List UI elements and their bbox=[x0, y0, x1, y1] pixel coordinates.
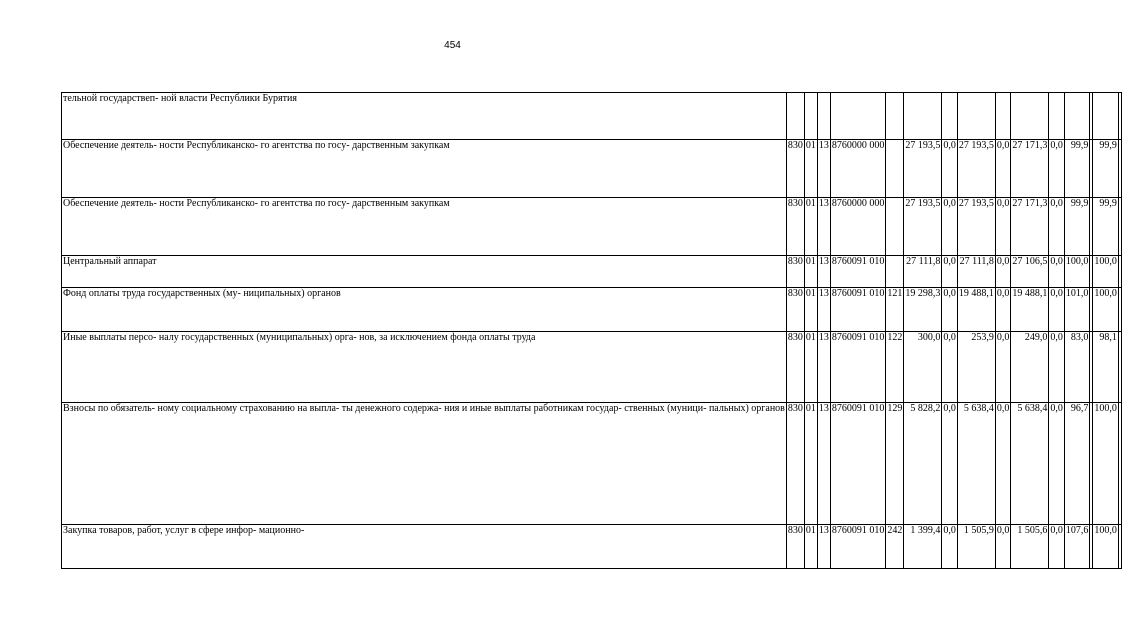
budget-table bbox=[61, 92, 1122, 569]
cell-amount-3: 27 193,5 bbox=[957, 140, 995, 198]
cell-target-article: 8760000 000 bbox=[830, 140, 886, 198]
cell-amount-5: 5 638,4 bbox=[1011, 403, 1049, 525]
cell-amount-2: 0,0 bbox=[942, 140, 958, 198]
cell-expense-type bbox=[886, 140, 904, 198]
cell-empty bbox=[1118, 332, 1121, 403]
cell-subsection: 13 bbox=[817, 332, 830, 403]
cell-admin-code: 830 bbox=[786, 403, 804, 525]
cell-amount-2: 0,0 bbox=[942, 403, 958, 525]
cell-percent-1 bbox=[1064, 93, 1090, 140]
cell-empty bbox=[1118, 525, 1121, 569]
cell-percent-3: 100,0 bbox=[1093, 288, 1119, 332]
cell-admin-code bbox=[786, 93, 804, 140]
cell-name: Взносы по обязатель- ному социальному страхованию на выпла- ты денежного содержа- ния и иные выплаты работникам государ- ственных (муници- пальных) органов bbox=[62, 403, 787, 525]
cell-amount-2 bbox=[942, 93, 958, 140]
cell-empty bbox=[1118, 198, 1121, 256]
cell-amount-6: 0,0 bbox=[1049, 198, 1065, 256]
cell-target-article: 8760000 000 bbox=[830, 198, 886, 256]
cell-name: тельной государствеп- ной власти Республики Бурятия bbox=[62, 93, 787, 140]
cell-section: 01 bbox=[804, 525, 817, 569]
cell-admin-code: 830 bbox=[786, 140, 804, 198]
cell-amount-2: 0,0 bbox=[942, 198, 958, 256]
cell-amount-4: 0,0 bbox=[995, 140, 1011, 198]
table-row bbox=[62, 288, 1122, 332]
table-row bbox=[62, 93, 1122, 140]
cell-subsection: 13 bbox=[817, 198, 830, 256]
cell-percent-3: 99,9 bbox=[1093, 140, 1119, 198]
cell-target-article: 8760091 010 bbox=[830, 403, 886, 525]
cell-amount-6: 0,0 bbox=[1049, 288, 1065, 332]
cell-amount-6: 0,0 bbox=[1049, 403, 1065, 525]
cell-empty bbox=[1118, 93, 1121, 140]
table-row bbox=[62, 403, 1122, 525]
cell-amount-1: 27 193,5 bbox=[904, 198, 942, 256]
cell-section: 01 bbox=[804, 288, 817, 332]
cell-amount-5: 1 505,6 bbox=[1011, 525, 1049, 569]
cell-percent-1: 83,0 bbox=[1064, 332, 1090, 403]
cell-amount-1: 27 193,5 bbox=[904, 140, 942, 198]
table-body bbox=[62, 93, 1122, 569]
cell-percent-3: 100,0 bbox=[1093, 525, 1119, 569]
cell-empty bbox=[1118, 288, 1121, 332]
cell-percent-1: 100,0 bbox=[1064, 256, 1090, 288]
cell-amount-5 bbox=[1011, 93, 1049, 140]
cell-expense-type: 121 bbox=[886, 288, 904, 332]
cell-amount-5: 27 171,3 bbox=[1011, 198, 1049, 256]
cell-amount-1: 5 828,2 bbox=[904, 403, 942, 525]
cell-amount-2: 0,0 bbox=[942, 288, 958, 332]
cell-amount-3: 253,9 bbox=[957, 332, 995, 403]
cell-admin-code: 830 bbox=[786, 332, 804, 403]
cell-expense-type bbox=[886, 93, 904, 140]
cell-subsection: 13 bbox=[817, 256, 830, 288]
cell-target-article: 8760091 010 bbox=[830, 256, 886, 288]
cell-amount-5: 27 106,5 bbox=[1011, 256, 1049, 288]
cell-expense-type bbox=[886, 256, 904, 288]
cell-section: 01 bbox=[804, 140, 817, 198]
cell-amount-3: 19 488,1 bbox=[957, 288, 995, 332]
cell-percent-3: 99,9 bbox=[1093, 198, 1119, 256]
cell-percent-3 bbox=[1093, 93, 1119, 140]
cell-name: Иные выплаты персо- налу государственных (муниципальных) орга- нов, за исключением фонда оплаты труда bbox=[62, 332, 787, 403]
table-row bbox=[62, 140, 1122, 198]
cell-empty bbox=[1118, 403, 1121, 525]
cell-target-article bbox=[830, 93, 886, 140]
cell-amount-2: 0,0 bbox=[942, 332, 958, 403]
cell-amount-2: 0,0 bbox=[942, 525, 958, 569]
cell-amount-6: 0,0 bbox=[1049, 332, 1065, 403]
cell-percent-3: 100,0 bbox=[1093, 403, 1119, 525]
cell-empty bbox=[1118, 256, 1121, 288]
cell-section: 01 bbox=[804, 403, 817, 525]
cell-expense-type: 242 bbox=[886, 525, 904, 569]
cell-percent-1: 96,7 bbox=[1064, 403, 1090, 525]
cell-amount-3: 27 193,5 bbox=[957, 198, 995, 256]
cell-section: 01 bbox=[804, 332, 817, 403]
cell-expense-type: 129 bbox=[886, 403, 904, 525]
cell-amount-1: 1 399,4 bbox=[904, 525, 942, 569]
cell-subsection: 13 bbox=[817, 288, 830, 332]
cell-amount-1: 19 298,3 bbox=[904, 288, 942, 332]
table-row bbox=[62, 198, 1122, 256]
cell-amount-2: 0,0 bbox=[942, 256, 958, 288]
cell-amount-5: 19 488,1 bbox=[1011, 288, 1049, 332]
cell-subsection: 13 bbox=[817, 525, 830, 569]
cell-percent-1: 101,0 bbox=[1064, 288, 1090, 332]
cell-amount-4: 0,0 bbox=[995, 403, 1011, 525]
cell-amount-4: 0,0 bbox=[995, 332, 1011, 403]
cell-percent-1: 99,9 bbox=[1064, 140, 1090, 198]
cell-amount-5: 249,0 bbox=[1011, 332, 1049, 403]
cell-percent-1: 107,6 bbox=[1064, 525, 1090, 569]
cell-amount-4: 0,0 bbox=[995, 256, 1011, 288]
cell-amount-1: 27 111,8 bbox=[904, 256, 942, 288]
cell-name: Фонд оплаты труда государственных (му- ниципальных) органов bbox=[62, 288, 787, 332]
cell-admin-code: 830 bbox=[786, 198, 804, 256]
table-row bbox=[62, 525, 1122, 569]
cell-amount-3 bbox=[957, 93, 995, 140]
cell-amount-4: 0,0 bbox=[995, 525, 1011, 569]
cell-amount-3: 1 505,9 bbox=[957, 525, 995, 569]
cell-amount-5: 27 171,3 bbox=[1011, 140, 1049, 198]
cell-name: Центральный аппарат bbox=[62, 256, 787, 288]
cell-admin-code: 830 bbox=[786, 525, 804, 569]
cell-empty bbox=[1118, 140, 1121, 198]
cell-amount-1 bbox=[904, 93, 942, 140]
cell-expense-type: 122 bbox=[886, 332, 904, 403]
cell-target-article: 8760091 010 bbox=[830, 332, 886, 403]
cell-amount-3: 5 638,4 bbox=[957, 403, 995, 525]
cell-amount-4: 0,0 bbox=[995, 198, 1011, 256]
cell-name: Закупка товаров, работ, услуг в сфере инфор- мационно- bbox=[62, 525, 787, 569]
cell-section bbox=[804, 93, 817, 140]
cell-subsection: 13 bbox=[817, 403, 830, 525]
page-number: 454 bbox=[444, 40, 461, 51]
cell-admin-code: 830 bbox=[786, 256, 804, 288]
cell-percent-3: 100,0 bbox=[1093, 256, 1119, 288]
cell-admin-code: 830 bbox=[786, 288, 804, 332]
cell-subsection: 13 bbox=[817, 140, 830, 198]
cell-percent-3: 98,1 bbox=[1093, 332, 1119, 403]
cell-amount-1: 300,0 bbox=[904, 332, 942, 403]
cell-expense-type bbox=[886, 198, 904, 256]
cell-name: Обеспечение деятель- ности Республиканско- го агентства по госу- дарственным закупкам bbox=[62, 140, 787, 198]
cell-section: 01 bbox=[804, 256, 817, 288]
cell-amount-6 bbox=[1049, 93, 1065, 140]
cell-amount-6: 0,0 bbox=[1049, 525, 1065, 569]
cell-amount-4: 0,0 bbox=[995, 288, 1011, 332]
cell-target-article: 8760091 010 bbox=[830, 288, 886, 332]
cell-target-article: 8760091 010 bbox=[830, 525, 886, 569]
table-row bbox=[62, 256, 1122, 288]
cell-amount-4 bbox=[995, 93, 1011, 140]
cell-section: 01 bbox=[804, 198, 817, 256]
cell-amount-6: 0,0 bbox=[1049, 140, 1065, 198]
cell-amount-6: 0,0 bbox=[1049, 256, 1065, 288]
cell-percent-1: 99,9 bbox=[1064, 198, 1090, 256]
table-row bbox=[62, 332, 1122, 403]
cell-name: Обеспечение деятель- ности Республиканско- го агентства по госу- дарственным закупкам bbox=[62, 198, 787, 256]
cell-amount-3: 27 111,8 bbox=[957, 256, 995, 288]
cell-subsection bbox=[817, 93, 830, 140]
